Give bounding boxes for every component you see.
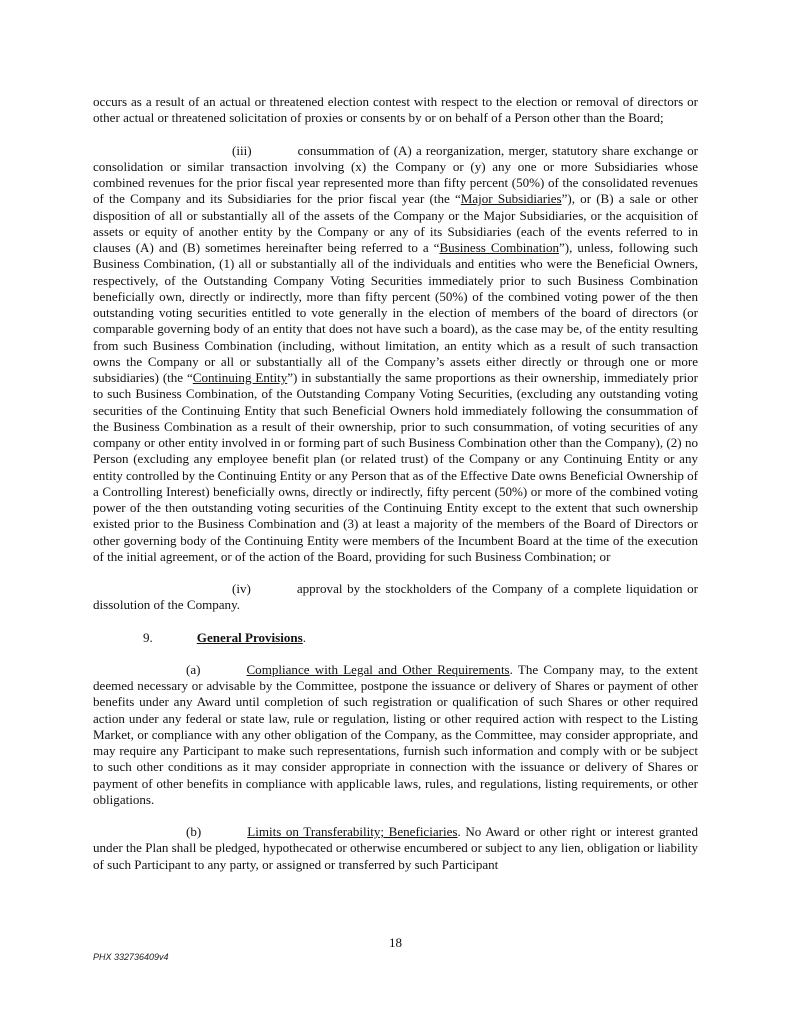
clause-text: approval by the stockholders of the Company of a complete liquidation or dissolution of the Company. [93,581,698,613]
clause-text: ”) in substantially the same proportions as their ownership, immediately prior to such Business Combination, of the Outstanding Company Voting Securities, (excluding any outstanding voting securities of the Continuing Entity that such Beneficial Owners hold immediately following the consummation of the Business Combination as a result of their ownership, prior to such consummation, of voting securities of any company or other entity involved in or forming part of such Business Combination other than the Company), (2) no Person (excluding any employee benefit plan (or related trust) of the Company or any Continuing Entity or any entity controlled by the Continuing Entity or any Person that as of the Effective Date owns Beneficial Ownership of a Controlling Interest) beneficially owns, directly or indirectly, fifty percent (50%) or more of the combined voting power of the then outstanding voting securities of the Continuing Entity except to the extent that such ownership existed prior to the Business Combination and (3) at least a majority of the members of the Board of Directors or other governing body of the Continuing Entity were members of the Incumbent Board at the time of the execution of the initial agreement, or of the action of the Board, providing for such Business Combination; or [93,370,699,564]
clause-number: (iv) [232,581,251,596]
subsection-heading: Compliance with Legal and Other Requirements [246,661,510,677]
subsection-number: (a) [186,661,201,677]
body-text [93,94,698,873]
section-title-period: . [302,629,307,645]
section-title: General Provisions [196,629,303,645]
clause-iv [93,581,698,614]
defined-term-major-subsidiaries: Major Subsidiaries [460,191,562,207]
clause-number: (iii) [232,142,252,158]
subsection-b [93,824,698,873]
subsection-a [93,662,698,808]
defined-term-continuing-entity: Continuing Entity [192,370,288,385]
section-number: 9. [143,629,153,645]
clause-iii [93,143,698,566]
subsection-heading: Limits on Transferability; Beneficiaries [247,824,458,839]
subsection-text: . The Company may, to the extent deemed necessary or advisable by the Committee, postpone the issuance or delivery of Shares or payment of other benefits under any Award until completion of such registration or qualification of such Shares or other required action under any federal or state law, rule or regulation, listing or other required action with respect to the Listing Market, or compliance with any other obligation of the Company, as the Committee, may consider appropriate, and may require any Participant to make such representations, furnish such information and comply with or be subject to such other conditions as it may consider appropriate in connection with the issuance or delivery of Shares or payment of other benefits in compliance with applicable laws, rules, and regulations, listing requirements, or other obligations. [93,661,698,807]
defined-term-business-combination: Business Combination [439,240,560,255]
paragraph-continuation [93,94,698,127]
clause-text: consummation of (A) a reorganization, merger, statutory share exchange or consolidation or similar transaction involving (x) the Company or (y) any one or more Subsidiaries whose combined revenues for the prior fiscal year represented more than fifty percent (50%) of the consolidated revenues of the Company and its Subsidiaries for the prior fiscal year (the “ [93,142,698,207]
subsection-number: (b) [186,824,202,839]
document-id: PHX 332736409v4 [93,952,169,962]
page-number: 18 [388,935,403,950]
subsection-text: . No Award or other right or interest granted under the Plan shall be pledged, hypothecated or otherwise encumbered or subject to any lien, obligation or liability of such Participant to any party, or assigned or transferred by such Participant [93,824,698,872]
section-heading-9 [93,630,698,646]
clause-text: ”), unless, following such Business Combination, (1) all or substantially all of the individuals and entities who were the Beneficial Owners, respectively, of the Outstanding Company Voting Securities immediately prior to such Business Combination beneficially own, directly or indirectly, more than fifty percent (50%) of the combined voting power of the then outstanding voting securities entitled to vote generally in the election of members of the board of directors (or comparable governing body of an entity that does not have such a board), as the case may be, of the entity resulting from such Business Combination (including, without limitation, an entity which as a result of such transaction owns the Company or all or substantially all of the Company’s assets either directly or through one or more subsidiaries) (the “ [93,240,698,385]
paragraph-text: occurs as a result of an actual or threatened election contest with respect to the election or removal of directors or other actual or threatened solicitation of proxies or consents by or on behalf of a Person other than the Board; [93,94,698,126]
clause-text: ”), or (B) a sale or other disposition of all or substantially all of the assets of the Company or the Major Subsidiaries, or the acquisition of assets or equity of another entity by the Company or any of its Subsidiaries (each of the events referred to in clauses (A) and (B) sometimes hereinafter being referred to a “ [93,191,699,255]
